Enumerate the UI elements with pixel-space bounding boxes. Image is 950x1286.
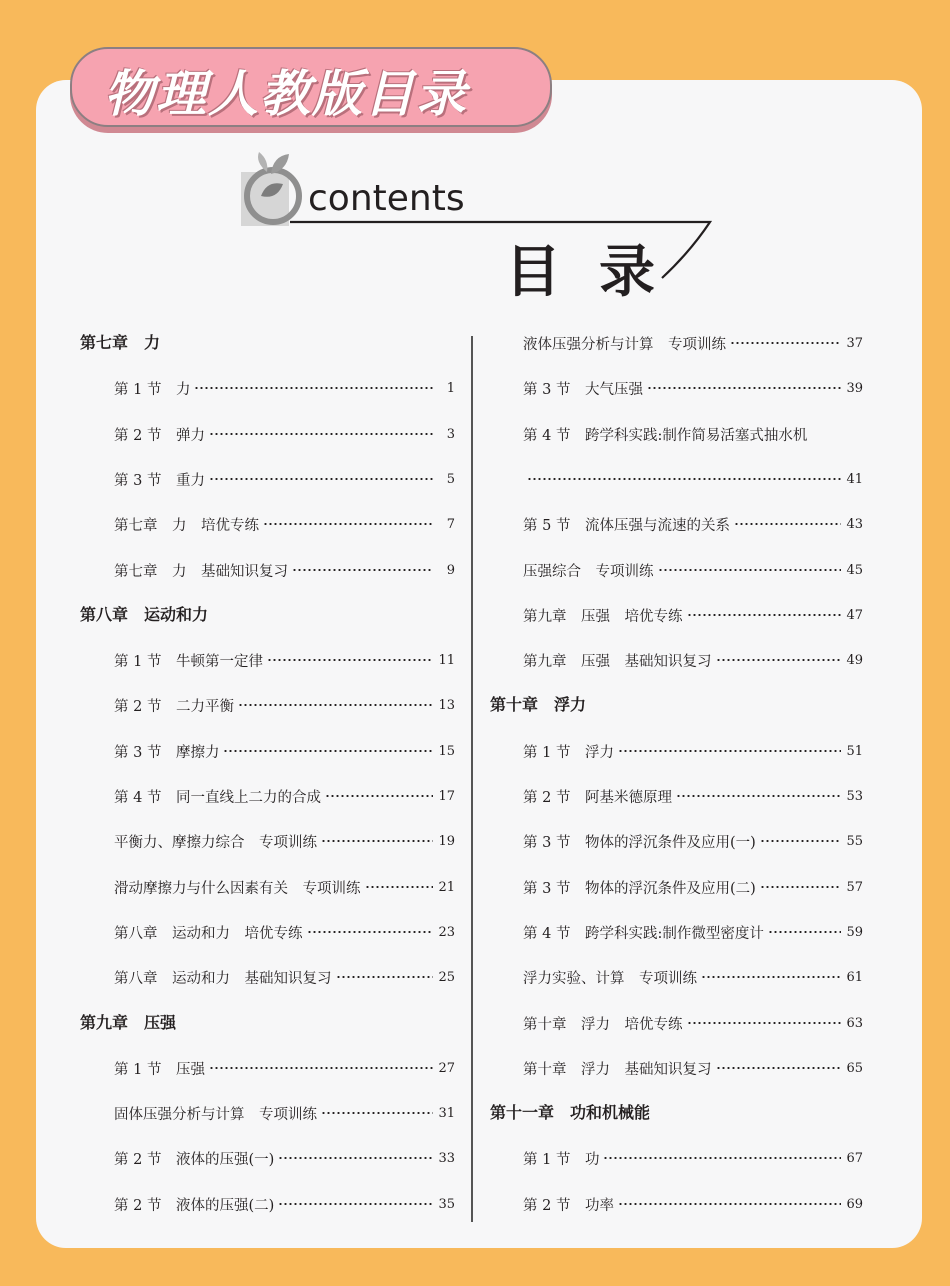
toc-entry[interactable] bbox=[114, 375, 455, 401]
toc-entry[interactable] bbox=[114, 692, 455, 718]
dot-leader bbox=[730, 342, 841, 344]
toc-entry-title: 第十章 浮力 基础知识复习 bbox=[523, 1061, 712, 1078]
page-number: 65 bbox=[846, 1060, 863, 1076]
toc-entry[interactable] bbox=[523, 511, 863, 537]
page-number: 7 bbox=[446, 516, 455, 532]
chapter-heading: 第十一章 功和机械能 bbox=[490, 1103, 651, 1122]
page-number: 15 bbox=[438, 743, 455, 759]
dot-leader bbox=[716, 1067, 842, 1069]
page-number: 1 bbox=[446, 380, 455, 396]
dot-leader bbox=[325, 795, 433, 797]
page-number: 23 bbox=[438, 924, 455, 940]
chapter-heading: 第八章 运动和力 bbox=[80, 605, 209, 624]
toc-entry-title: 浮力实验、计算 专项训练 bbox=[523, 970, 697, 987]
page-number: 37 bbox=[846, 335, 863, 351]
toc-entry-title: 第十章 浮力 培优专练 bbox=[523, 1016, 683, 1033]
dot-leader bbox=[365, 886, 434, 888]
dot-leader bbox=[701, 976, 841, 978]
toc-entry-title: 第 5 节 流体压强与流速的关系 bbox=[523, 517, 730, 534]
toc-entry[interactable] bbox=[523, 1145, 863, 1171]
toc-entry[interactable] bbox=[114, 466, 455, 492]
dot-leader bbox=[647, 387, 841, 389]
dot-leader bbox=[336, 976, 434, 978]
toc-entry[interactable] bbox=[114, 919, 455, 945]
toc-entry[interactable] bbox=[114, 783, 455, 809]
banner-title: 物理人教版目录 bbox=[104, 65, 468, 123]
dot-leader bbox=[278, 1157, 433, 1159]
toc-entry-title: 第 2 节 二力平衡 bbox=[114, 698, 234, 715]
dot-leader bbox=[760, 886, 841, 888]
chapter-heading: 第十章 浮力 bbox=[490, 695, 587, 714]
page-number: 5 bbox=[446, 471, 455, 487]
toc-entry[interactable] bbox=[523, 557, 863, 583]
dot-leader bbox=[321, 840, 433, 842]
page-number: 9 bbox=[446, 562, 455, 578]
toc-entry[interactable] bbox=[523, 738, 863, 764]
dot-leader bbox=[321, 1112, 433, 1114]
toc-entry-title: 第八章 运动和力 培优专练 bbox=[114, 925, 303, 942]
page-number: 67 bbox=[846, 1150, 863, 1166]
chapter-heading: 第七章 力 bbox=[80, 333, 161, 352]
toc-entry[interactable] bbox=[114, 421, 455, 447]
dot-leader bbox=[527, 478, 841, 480]
toc-entry[interactable] bbox=[523, 1055, 863, 1081]
toc-entry-title: 第 1 节 浮力 bbox=[523, 744, 614, 761]
toc-entry-title: 第 2 节 液体的压强(一) bbox=[114, 1151, 275, 1168]
toc-entry-title: 第七章 力 基础知识复习 bbox=[114, 563, 288, 580]
page-number: 61 bbox=[846, 969, 863, 985]
dot-leader bbox=[618, 750, 841, 752]
page-number: 43 bbox=[846, 516, 863, 532]
dot-leader bbox=[658, 569, 842, 571]
toc-entry-title: 第 2 节 阿基米德原理 bbox=[523, 789, 672, 806]
page-number: 57 bbox=[846, 879, 863, 895]
toc-entry-title: 滑动摩擦力与什么因素有关 专项训练 bbox=[114, 880, 361, 897]
dot-leader bbox=[618, 1203, 841, 1205]
toc-entry[interactable] bbox=[114, 1100, 455, 1126]
toc-entry[interactable] bbox=[114, 1055, 455, 1081]
toc-entry[interactable] bbox=[114, 1191, 455, 1217]
dot-leader bbox=[263, 523, 433, 525]
toc-entry-title: 第 1 节 压强 bbox=[114, 1061, 205, 1078]
dot-leader bbox=[194, 387, 433, 389]
toc-entry[interactable] bbox=[114, 557, 455, 583]
page-number: 69 bbox=[846, 1196, 863, 1212]
toc-entry[interactable] bbox=[523, 919, 863, 945]
toc-entry-title: 第 4 节 跨学科实践:制作简易活塞式抽水机 bbox=[523, 427, 808, 444]
toc-entry[interactable] bbox=[114, 874, 455, 900]
mulu-title: 目录 bbox=[505, 240, 693, 305]
toc-entry-title: 第 3 节 大气压强 bbox=[523, 381, 643, 398]
toc-entry[interactable] bbox=[114, 738, 455, 764]
dot-leader bbox=[223, 750, 433, 752]
toc-entry-title: 第 2 节 弹力 bbox=[114, 427, 205, 444]
page-number: 25 bbox=[438, 969, 455, 985]
toc-entry[interactable] bbox=[114, 828, 455, 854]
toc-entry-title: 压强综合 专项训练 bbox=[523, 563, 654, 580]
toc-entry-title: 固体压强分析与计算 专项训练 bbox=[114, 1106, 317, 1123]
page-number: 19 bbox=[438, 833, 455, 849]
toc-entry[interactable] bbox=[523, 375, 863, 401]
page-number: 45 bbox=[846, 562, 863, 578]
toc-entry-title: 第九章 压强 基础知识复习 bbox=[523, 653, 712, 670]
page-number: 55 bbox=[846, 833, 863, 849]
toc-entry-title: 第 1 节 力 bbox=[114, 381, 191, 398]
toc-entry-title: 第八章 运动和力 基础知识复习 bbox=[114, 970, 332, 987]
toc-entry-title: 第 3 节 物体的浮沉条件及应用(二) bbox=[523, 880, 756, 897]
toc-entry-title: 第 1 节 功 bbox=[523, 1151, 600, 1168]
toc-entry[interactable] bbox=[523, 330, 863, 356]
page-number: 49 bbox=[846, 652, 863, 668]
toc-entry-title: 第 2 节 功率 bbox=[523, 1197, 614, 1214]
toc-entry-title: 第 3 节 重力 bbox=[114, 472, 205, 489]
toc-entry-title: 第七章 力 培优专练 bbox=[114, 517, 259, 534]
toc-entry[interactable] bbox=[523, 1191, 863, 1217]
dot-leader bbox=[768, 931, 841, 933]
toc-entry-title: 第 2 节 液体的压强(二) bbox=[114, 1197, 275, 1214]
dot-leader bbox=[267, 659, 433, 661]
dot-leader bbox=[238, 704, 433, 706]
toc-entry[interactable] bbox=[114, 647, 455, 673]
toc-entry-title: 第 3 节 物体的浮沉条件及应用(一) bbox=[523, 834, 756, 851]
toc-entry[interactable] bbox=[114, 964, 455, 990]
page-number: 53 bbox=[846, 788, 863, 804]
page-number: 63 bbox=[846, 1015, 863, 1031]
page-number: 35 bbox=[438, 1196, 455, 1212]
page-number: 11 bbox=[438, 652, 455, 668]
dot-leader bbox=[687, 1022, 842, 1024]
toc-entry[interactable] bbox=[114, 1145, 455, 1171]
page-number: 3 bbox=[446, 426, 455, 442]
page-number: 41 bbox=[846, 471, 863, 487]
page-number: 13 bbox=[438, 697, 455, 713]
contents-word: contents bbox=[308, 178, 465, 219]
page-number: 39 bbox=[846, 380, 863, 396]
toc-entry-title: 第 4 节 同一直线上二力的合成 bbox=[114, 789, 321, 806]
toc-entry[interactable] bbox=[114, 511, 455, 537]
toc-entry-title: 第 4 节 跨学科实践:制作微型密度计 bbox=[523, 925, 764, 942]
dot-leader bbox=[307, 931, 434, 933]
chapter-heading: 第九章 压强 bbox=[80, 1013, 177, 1032]
dot-leader bbox=[734, 523, 841, 525]
dot-leader bbox=[292, 569, 433, 571]
dot-leader bbox=[209, 433, 433, 435]
toc-entry-title: 第 1 节 牛顿第一定律 bbox=[114, 653, 263, 670]
toc-entry[interactable] bbox=[523, 964, 863, 990]
dot-leader bbox=[278, 1203, 433, 1205]
page-number: 31 bbox=[438, 1105, 455, 1121]
dot-leader bbox=[687, 614, 842, 616]
toc-entry[interactable] bbox=[523, 874, 863, 900]
page-number: 17 bbox=[438, 788, 455, 804]
page-number: 47 bbox=[846, 607, 863, 623]
page-number: 21 bbox=[438, 879, 455, 895]
column-divider bbox=[471, 336, 473, 1222]
page-number: 33 bbox=[438, 1150, 455, 1166]
toc-entry-title: 第 3 节 摩擦力 bbox=[114, 744, 220, 761]
toc-entry-title: 第九章 压强 培优专练 bbox=[523, 608, 683, 625]
toc-entry-title: 平衡力、摩擦力综合 专项训练 bbox=[114, 834, 317, 851]
toc-entry[interactable] bbox=[523, 421, 863, 447]
toc-entry[interactable] bbox=[523, 466, 863, 492]
dot-leader bbox=[209, 478, 433, 480]
toc-entry[interactable] bbox=[523, 647, 863, 673]
page-number: 27 bbox=[438, 1060, 455, 1076]
page-number: 51 bbox=[846, 743, 863, 759]
dot-leader bbox=[716, 659, 842, 661]
toc-entry-title: 液体压强分析与计算 专项训练 bbox=[523, 336, 726, 353]
dot-leader bbox=[209, 1067, 433, 1069]
dot-leader bbox=[603, 1157, 841, 1159]
toc-entry[interactable] bbox=[523, 828, 863, 854]
dot-leader bbox=[760, 840, 841, 842]
page-number: 59 bbox=[846, 924, 863, 940]
toc-entry[interactable] bbox=[523, 1010, 863, 1036]
dot-leader bbox=[676, 795, 841, 797]
toc-entry[interactable] bbox=[523, 602, 863, 628]
toc-entry[interactable] bbox=[523, 783, 863, 809]
